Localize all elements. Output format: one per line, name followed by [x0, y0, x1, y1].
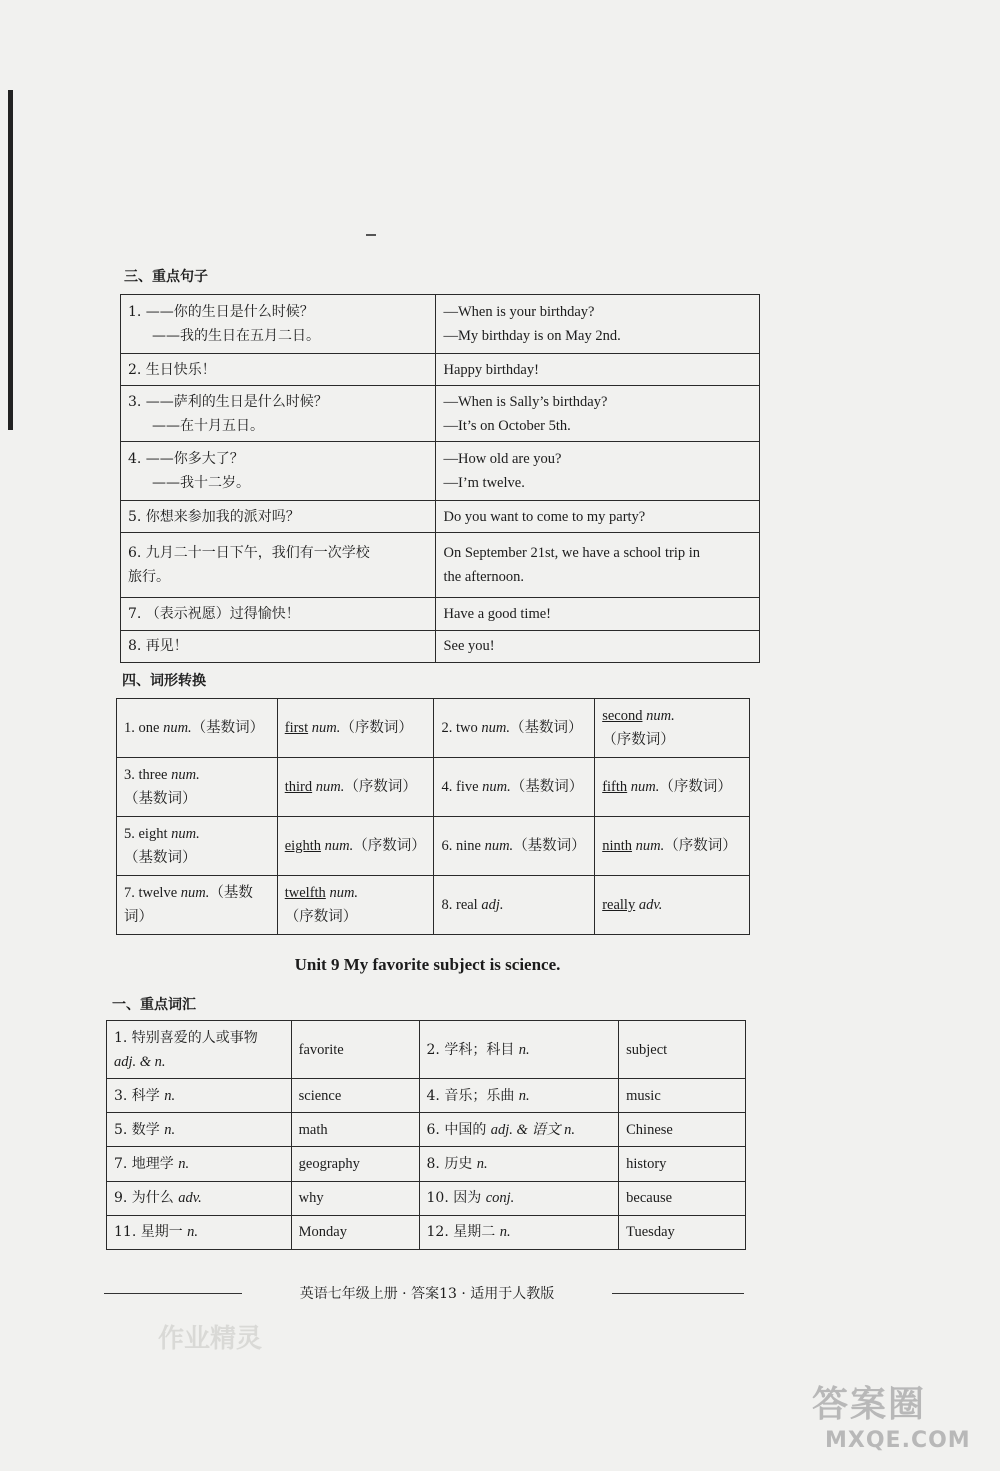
- answer-cell: fifth num.（序数词）: [595, 758, 750, 817]
- table-row: [107, 1021, 746, 1079]
- table-row: [107, 1113, 746, 1147]
- cn-cell: 10. 因为 conj.: [419, 1181, 619, 1215]
- key-vocab-table: [106, 1020, 746, 1250]
- cn-cell: 8. 再见！: [121, 630, 436, 662]
- binding-edge: [8, 90, 13, 430]
- cn-cell: 3. 科学 n.: [107, 1079, 292, 1113]
- table-row: [117, 817, 750, 876]
- section4-heading: 四、词形转换: [122, 673, 206, 689]
- cn-cell: 1. ——你的生日是什么时候？ ——我的生日在五月二日。: [121, 295, 436, 354]
- word-form-table: [116, 698, 750, 935]
- table-row: [107, 1215, 746, 1249]
- question-cell: 2. two num.（基数词）: [434, 699, 595, 758]
- table-row: [117, 699, 750, 758]
- watermark-url: MXQE.COM: [825, 1428, 971, 1453]
- cn-cell: 11. 星期一 n.: [107, 1215, 292, 1249]
- en-cell: history: [619, 1147, 746, 1181]
- table-row: [121, 353, 760, 385]
- en-cell: why: [291, 1181, 419, 1215]
- en-cell: —When is your birthday? —My birthday is on May 2nd.: [436, 295, 760, 354]
- en-cell: —How old are you? —I’m twelve.: [436, 441, 760, 500]
- cn-cell: 2. 生日快乐！: [121, 353, 436, 385]
- watermark-logo: 答案圈: [812, 1384, 927, 1425]
- table-row: [121, 533, 760, 598]
- cn-cell: 6. 中国的 adj. & 语文 n.: [419, 1113, 619, 1147]
- cn-cell: 12. 星期二 n.: [419, 1215, 619, 1249]
- cn-cell: 3. ——萨利的生日是什么时候？ ——在十月五日。: [121, 386, 436, 442]
- table-row: [117, 876, 750, 935]
- table-row: [121, 630, 760, 662]
- unit-title: Unit 9 My favorite subject is science.: [294, 955, 561, 974]
- answer-cell: really adv.: [595, 876, 750, 935]
- key-sentences-table: [120, 294, 760, 663]
- scan-mark: [366, 234, 376, 236]
- table-row: [107, 1147, 746, 1181]
- en-cell: because: [619, 1181, 746, 1215]
- table-row: [107, 1079, 746, 1113]
- en-cell: On September 21st, we have a school trip in the afternoon.: [436, 533, 760, 598]
- table-row: [121, 598, 760, 630]
- cn-cell: 4. 音乐；乐曲 n.: [419, 1079, 619, 1113]
- page-footer: [104, 1283, 744, 1303]
- en-cell: subject: [619, 1021, 746, 1079]
- en-cell: Monday: [291, 1215, 419, 1249]
- table-row: [121, 441, 760, 500]
- cn-cell: 7. （表示祝愿）过得愉快！: [121, 598, 436, 630]
- answer-cell: second num.（序数词）: [595, 699, 750, 758]
- table-row: [121, 500, 760, 532]
- cn-cell: 9. 为什么 adv.: [107, 1181, 292, 1215]
- en-cell: science: [291, 1079, 419, 1113]
- cn-cell: 8. 历史 n.: [419, 1147, 619, 1181]
- en-cell: Chinese: [619, 1113, 746, 1147]
- question-cell: 4. five num.（基数词）: [434, 758, 595, 817]
- cn-cell: 5. 你想来参加我的派对吗？: [121, 500, 436, 532]
- section3-heading: 三、重点句子: [124, 269, 208, 285]
- en-cell: Have a good time!: [436, 598, 760, 630]
- en-cell: favorite: [291, 1021, 419, 1079]
- question-cell: 1. one num.（基数词）: [117, 699, 278, 758]
- table-row: [107, 1181, 746, 1215]
- answer-cell: first num.（序数词）: [277, 699, 434, 758]
- question-cell: 5. eight num.（基数词）: [117, 817, 278, 876]
- cn-cell: 2. 学科；科目 n.: [419, 1021, 619, 1079]
- answer-cell: ninth num.（序数词）: [595, 817, 750, 876]
- footer-text: 英语七年级上册 · 答案13 · 适用于人教版: [242, 1283, 612, 1303]
- cn-cell: 1. 特别喜爱的人或事物 adj. & n.: [107, 1021, 292, 1079]
- en-cell: Tuesday: [619, 1215, 746, 1249]
- unit9-heading: 一、重点词汇: [112, 997, 196, 1013]
- en-cell: geography: [291, 1147, 419, 1181]
- question-cell: 8. real adj.: [434, 876, 595, 935]
- table-row: [117, 758, 750, 817]
- cn-cell: 6. 九月二十一日下午，我们有一次学校 旅行。: [121, 533, 436, 598]
- question-cell: 7. twelve num.（基数词）: [117, 876, 278, 935]
- cn-cell: 4. ——你多大了？ ——我十二岁。: [121, 441, 436, 500]
- en-cell: Happy birthday!: [436, 353, 760, 385]
- answer-cell: eighth num.（序数词）: [277, 817, 434, 876]
- faded-stamp: 作业精灵: [158, 1324, 263, 1354]
- en-cell: math: [291, 1113, 419, 1147]
- question-cell: 6. nine num.（基数词）: [434, 817, 595, 876]
- cn-cell: 5. 数学 n.: [107, 1113, 292, 1147]
- table-row: [121, 386, 760, 442]
- answer-cell: twelfth num.（序数词）: [277, 876, 434, 935]
- en-cell: Do you want to come to my party?: [436, 500, 760, 532]
- cn-cell: 7. 地理学 n.: [107, 1147, 292, 1181]
- answer-cell: third num.（序数词）: [277, 758, 434, 817]
- question-cell: 3. three num.（基数词）: [117, 758, 278, 817]
- en-cell: —When is Sally’s birthday? —It’s on October 5th.: [436, 386, 760, 442]
- table-row: [121, 295, 760, 354]
- en-cell: See you!: [436, 630, 760, 662]
- en-cell: music: [619, 1079, 746, 1113]
